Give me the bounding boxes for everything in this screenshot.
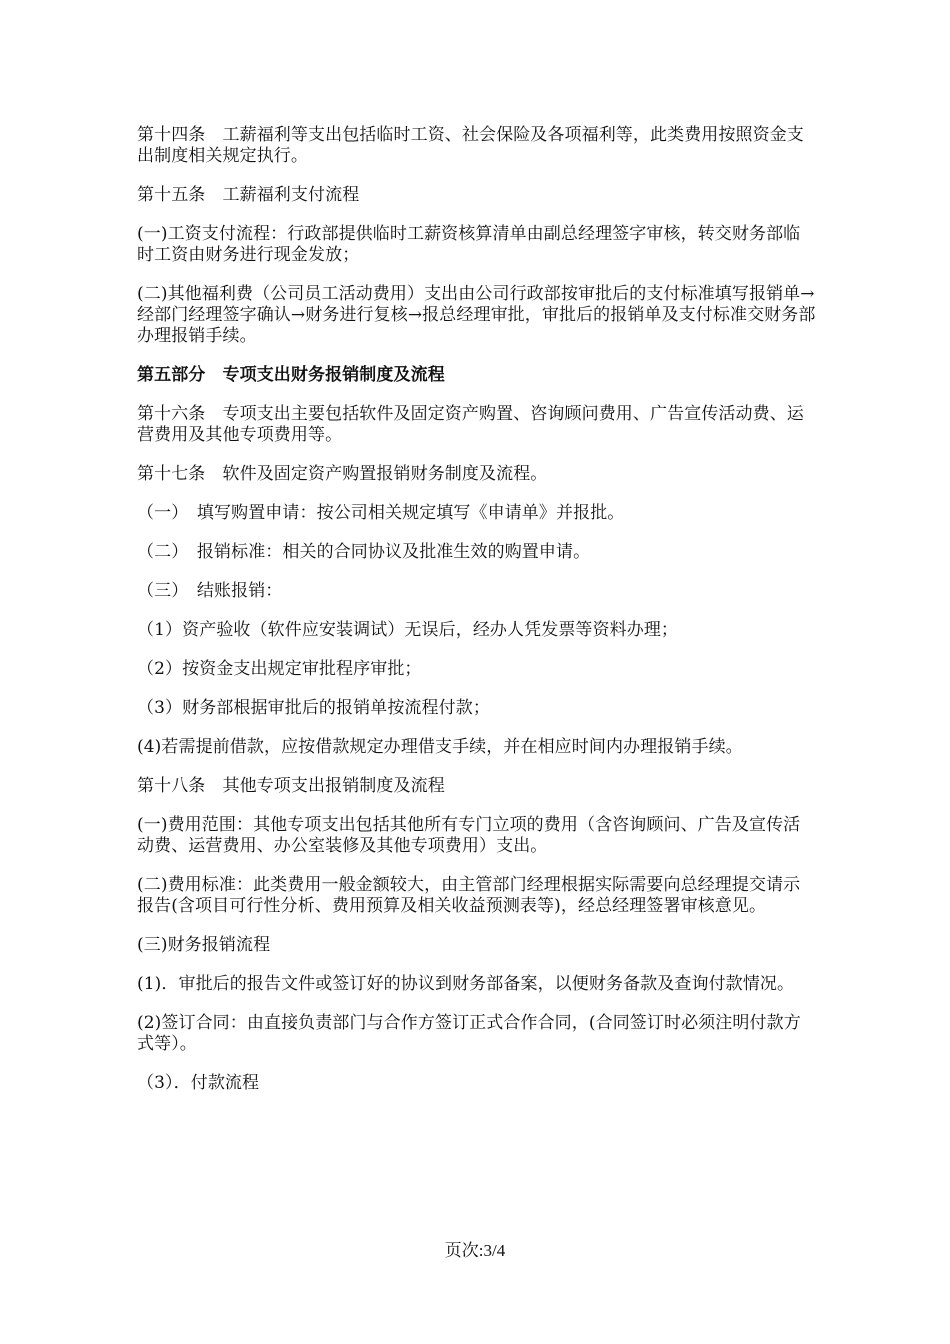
approval-procedure: （2）按资金支出规定审批程序审批； [137, 659, 422, 679]
reimbursement-standard: （二） 报销标准：相关的合同协议及批准生效的购置申请。 [137, 542, 591, 562]
report-filing: (1)．审批后的报告文件或签订好的协议到财务部备案，以便财务备款及查询付款情况。 [137, 974, 795, 994]
document-body [137, 125, 817, 1112]
article-16: 第十六条 专项支出主要包括软件及固定资产购置、咨询顾问费用、广告宣传活动费、运营费用及其他专项费用等。 [137, 404, 804, 445]
advance-loan: (4)若需提前借款，应按借款规定办理借支手续，并在相应时间内办理报销手续。 [137, 737, 743, 757]
article-17: 第十七条 软件及固定资产购置报销财务制度及流程。 [137, 464, 548, 484]
page-number-footer: 页次:3/4 [444, 1241, 506, 1260]
expense-scope: (一)费用范围：其他专项支出包括其他所有专门立项的费用（含咨询顾问、广告及宣传活动费、运营费用、办公室装修及其他专项费用）支出。 [137, 815, 801, 856]
other-welfare-process: (二)其他福利费（公司员工活动费用）支出由公司行政部按审批后的支付标准填写报销单→经部门经理签字确认→财务进行复核→报总经理审批，审批后的报销单及支付标准交财务部办理报销手续。 [137, 284, 816, 346]
expense-standard: (二)费用标准：此类费用一般金额较大，由主管部门经理根据实际需要向总经理提交请示报告(含项目可行性分析、费用预算及相关收益预测表等)，经总经理签署审核意见。 [137, 875, 801, 916]
finance-reimbursement-process: (三)财务报销流程 [137, 935, 271, 955]
purchase-application: （一） 填写购置申请：按公司相关规定填写《申请单》并报批。 [137, 503, 625, 523]
finance-payment: （3）财务部根据审批后的报销单按流程付款； [137, 698, 490, 718]
settlement-reimbursement: （三） 结账报销： [137, 581, 283, 601]
article-18: 第十八条 其他专项支出报销制度及流程 [137, 776, 445, 796]
article-14: 第十四条 工薪福利等支出包括临时工资、社会保险及各项福利等，此类费用按照资金支出制度相关规定执行。 [137, 125, 804, 166]
salary-payment-process: (一)工资支付流程：行政部提供临时工薪资核算清单由副总经理签字审核，转交财务部临时工资由财务进行现金发放； [137, 224, 801, 265]
article-15: 第十五条 工薪福利支付流程 [137, 185, 360, 205]
payment-process: （3）．付款流程 [137, 1073, 260, 1093]
contract-signing: (2)签订合同：由直接负责部门与合作方签订正式合作合同，(合同签订时必须注明付款方式等）。 [137, 1013, 801, 1054]
asset-acceptance: （1）资产验收（软件应安装调试）无误后，经办人凭发票等资料办理； [137, 620, 679, 640]
section-heading-part-5: 第五部分 专项支出财务报销制度及流程 [137, 365, 445, 385]
